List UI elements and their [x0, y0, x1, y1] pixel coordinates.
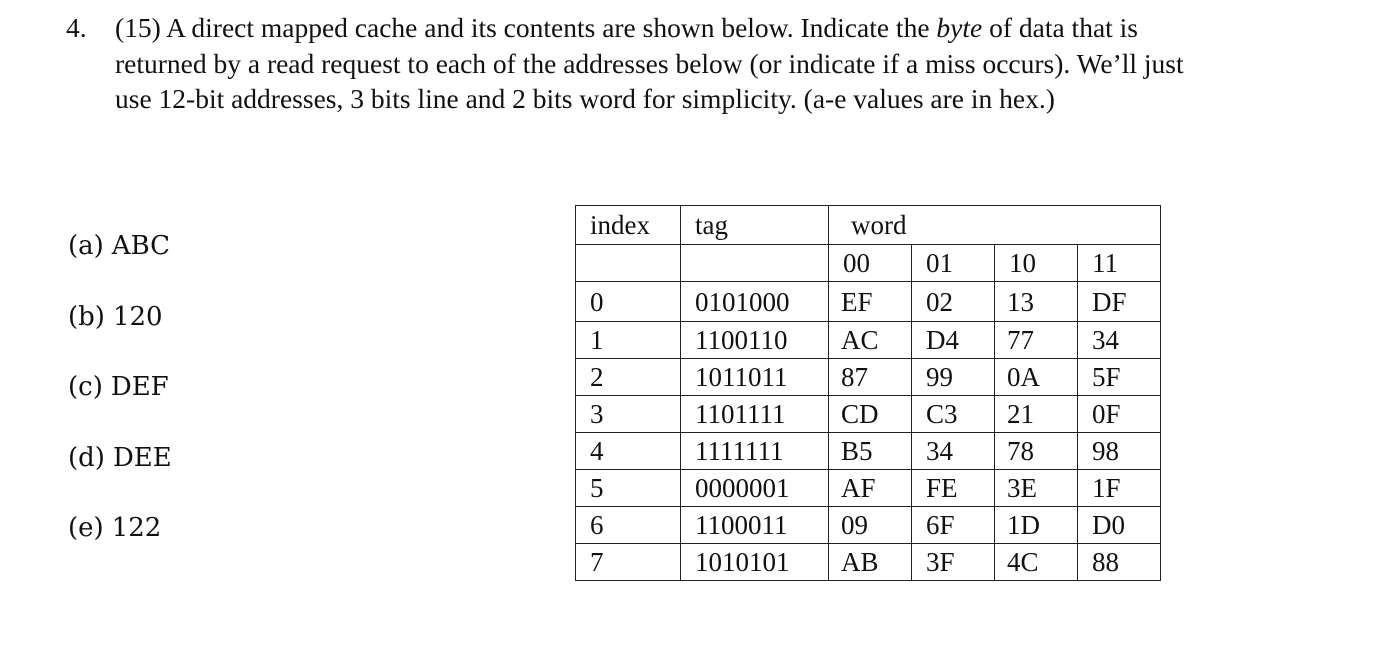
cell-word-10: 3E — [995, 470, 1078, 507]
table-row — [576, 544, 1161, 581]
table-row — [576, 470, 1161, 507]
cell-word-11: 98 — [1078, 433, 1161, 470]
cell-word-11: 0F — [1078, 396, 1161, 433]
part-b — [68, 299, 172, 370]
word-offset-10: 10 — [995, 245, 1078, 282]
table-row — [576, 507, 1161, 544]
cell-index: 0 — [576, 282, 681, 322]
table-row — [576, 282, 1161, 322]
cell-word-01: 6F — [912, 507, 995, 544]
part-label: (b) — [68, 301, 105, 332]
question-number: 4. — [66, 12, 87, 43]
table-row — [576, 322, 1161, 359]
table-row — [576, 433, 1161, 470]
part-address: DEE — [112, 442, 172, 473]
cell-index: 6 — [576, 507, 681, 544]
table-offset-row — [576, 245, 1161, 282]
cache-table-container — [575, 205, 1161, 581]
cell-word-00: AF — [829, 470, 912, 507]
table-header-row — [576, 206, 1161, 245]
part-address: 122 — [111, 513, 162, 543]
cell-word-10: 21 — [995, 396, 1078, 433]
cell-word-01: 3F — [912, 544, 995, 581]
cell-tag: 0000001 — [681, 470, 829, 507]
cell-word-01: 02 — [912, 282, 995, 322]
cell-word-01: C3 — [912, 396, 995, 433]
cell-word-11: 34 — [1078, 322, 1161, 359]
part-address: 120 — [112, 301, 163, 332]
address-parts-list — [68, 228, 172, 581]
offset-row-index-blank — [576, 245, 681, 282]
question-line-2: returned by a read request to each of the addresses below (or indicate if a miss occurs). We’ll just — [115, 47, 1184, 79]
cell-word-00: 09 — [829, 507, 912, 544]
part-label: (d) — [68, 442, 105, 473]
word-offset-11: 11 — [1078, 245, 1161, 282]
cell-word-00: AB — [829, 544, 912, 581]
part-c — [68, 369, 172, 440]
part-a — [68, 228, 172, 299]
offset-row-tag-blank — [681, 245, 829, 282]
header-word: word — [829, 206, 1161, 245]
cache-table — [575, 205, 1161, 581]
cell-tag: 1100110 — [681, 322, 829, 359]
cell-word-10: 13 — [995, 282, 1078, 322]
cell-index: 2 — [576, 359, 681, 396]
question-line-1-end: of data that is — [982, 12, 1139, 43]
cell-tag: 1010101 — [681, 544, 829, 581]
question-text — [115, 10, 1346, 117]
question-line-1 — [115, 10, 1346, 46]
table-row — [576, 359, 1161, 396]
cell-index: 7 — [576, 544, 681, 581]
part-e — [68, 510, 172, 581]
cell-word-00: AC — [829, 322, 912, 359]
cell-word-00: EF — [829, 282, 912, 322]
cell-index: 1 — [576, 322, 681, 359]
header-tag: tag — [681, 206, 829, 245]
cell-tag: 1011011 — [681, 359, 829, 396]
cell-word-00: CD — [829, 396, 912, 433]
cell-word-11: 88 — [1078, 544, 1161, 581]
cell-word-01: FE — [912, 470, 995, 507]
question-line-3: use 12-bit addresses, 3 bits line and 2 bits word for simplicity. (a-e values are in hex.) — [115, 83, 1055, 114]
cell-tag: 0101000 — [681, 282, 829, 322]
header-index: index — [576, 206, 681, 245]
part-label: (a) — [68, 231, 104, 261]
cell-index: 5 — [576, 470, 681, 507]
question-line-1-start: (15) A direct mapped cache and its contents are shown below. Indicate the — [115, 12, 937, 43]
part-address: ABC — [111, 231, 171, 261]
part-d — [68, 440, 172, 511]
cell-word-00: B5 — [829, 433, 912, 470]
cell-word-10: 4C — [995, 544, 1078, 581]
cell-tag: 1100011 — [681, 507, 829, 544]
question — [66, 10, 1346, 117]
cell-word-00: 87 — [829, 359, 912, 396]
cell-word-11: DF — [1078, 282, 1161, 322]
cell-word-10: 0A — [995, 359, 1078, 396]
part-address: DEF — [110, 372, 169, 402]
cell-tag: 1101111 — [681, 396, 829, 433]
part-label: (e) — [68, 513, 104, 543]
cell-word-01: D4 — [912, 322, 995, 359]
cell-index: 4 — [576, 433, 681, 470]
cell-word-11: D0 — [1078, 507, 1161, 544]
cell-word-10: 77 — [995, 322, 1078, 359]
cell-word-10: 1D — [995, 507, 1078, 544]
cell-word-01: 99 — [912, 359, 995, 396]
word-offset-00: 00 — [829, 245, 912, 282]
cell-word-11: 1F — [1078, 470, 1161, 507]
word-offset-01: 01 — [912, 245, 995, 282]
question-emphasis: byte — [936, 12, 983, 43]
cell-tag: 1111111 — [681, 433, 829, 470]
cell-word-11: 5F — [1078, 359, 1161, 396]
cell-word-10: 78 — [995, 433, 1078, 470]
part-label: (c) — [68, 372, 103, 402]
cell-word-01: 34 — [912, 433, 995, 470]
table-row — [576, 396, 1161, 433]
cell-index: 3 — [576, 396, 681, 433]
